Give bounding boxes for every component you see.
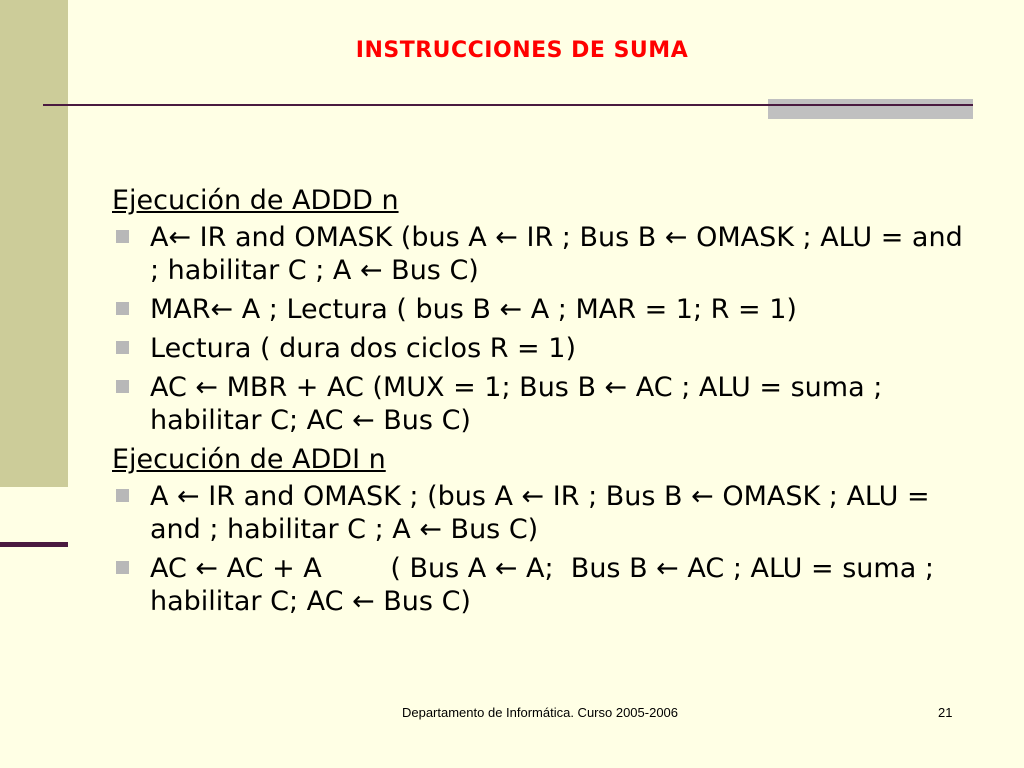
slide-content bbox=[112, 184, 972, 624]
list-item-text: AC ← AC + A ( Bus A ← A; Bus B ← AC ; ALU = suma ; habilitar C; AC ← Bus C) bbox=[150, 553, 943, 617]
section-addi bbox=[112, 443, 972, 618]
list-item-text: AC ← MBR + AC (MUX = 1; Bus B ← AC ; ALU = suma ; habilitar C; AC ← Bus C) bbox=[150, 372, 883, 436]
slide-footer: Departamento de Informática. Curso 2005-2006 bbox=[401, 705, 679, 720]
list-item-text: A← IR and OMASK (bus A ← IR ; Bus B ← OMASK ; ALU = and ; habilitar C ; A ← Bus C) bbox=[150, 222, 963, 286]
list-item bbox=[112, 293, 972, 326]
left-decorative-band bbox=[0, 0, 68, 487]
section-heading: Ejecución de ADDD n bbox=[112, 185, 399, 216]
section-addd bbox=[112, 184, 972, 437]
list-item bbox=[112, 552, 972, 618]
square-bullet-icon bbox=[116, 380, 129, 393]
title-gray-bar bbox=[768, 99, 973, 119]
square-bullet-icon bbox=[116, 489, 129, 502]
square-bullet-icon bbox=[116, 561, 129, 574]
list-item bbox=[112, 480, 972, 546]
slide-title: INSTRUCCIONES DE SUMA bbox=[355, 38, 689, 63]
left-accent-line bbox=[0, 542, 68, 547]
list-item bbox=[112, 332, 972, 365]
list-item bbox=[112, 371, 972, 437]
list-item bbox=[112, 221, 972, 287]
square-bullet-icon bbox=[116, 341, 129, 354]
list-item-text: A ← IR and OMASK ; (bus A ← IR ; Bus B ← OMASK ; ALU = and ; habilitar C ; A ← Bus C) bbox=[150, 481, 930, 545]
list-item-text: Lectura ( dura dos ciclos R = 1) bbox=[150, 333, 576, 364]
list-item-text: MAR← A ; Lectura ( bus B ← A ; MAR = 1; R = 1) bbox=[150, 294, 797, 325]
section-heading: Ejecución de ADDI n bbox=[112, 444, 386, 475]
square-bullet-icon bbox=[116, 230, 129, 243]
square-bullet-icon bbox=[116, 302, 129, 315]
page-number: 21 bbox=[938, 705, 953, 720]
